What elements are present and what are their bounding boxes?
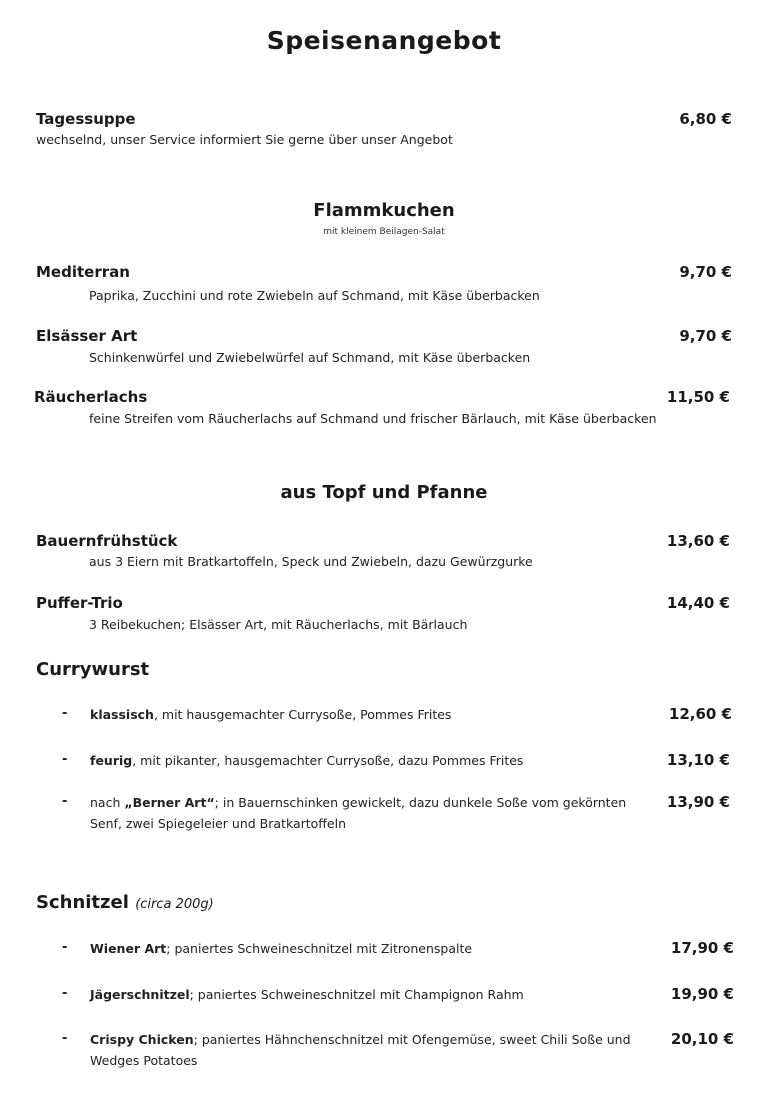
- item-desc-raeucherlachs: feine Streifen vom Räucherlachs auf Schmand und frischer Bärlauch, mit Käse überbacken: [89, 411, 657, 426]
- schnitzel-item-bold: Crispy Chicken: [90, 1032, 194, 1047]
- curry-item-bold: „Berner Art“: [124, 795, 215, 810]
- list-dash: -: [62, 752, 68, 767]
- item-name-bauernfruehstueck: Bauernfrühstück: [36, 532, 178, 550]
- item-desc-elsaesser: Schinkenwürfel und Zwiebelwürfel auf Schmand, mit Käse überbacken: [89, 350, 531, 365]
- list-dash: -: [62, 940, 68, 955]
- curry-item-bold: feurig: [90, 753, 133, 768]
- page-title: Speisenangebot: [266, 26, 502, 55]
- curry-item-rest: , mit hausgemachter Currysoße, Pommes Frites: [153, 707, 452, 722]
- schnitzel-item-jaeger: [90, 984, 650, 1005]
- section-subtitle-flammkuchen: mit kleinem Beilagen-Salat: [323, 227, 445, 237]
- curry-item-feurig: [90, 750, 650, 771]
- curry-item-pre: nach: [90, 795, 125, 810]
- curry-price-feurig: 13,10 €: [666, 751, 730, 769]
- section-title-flammkuchen: Flammkuchen: [313, 200, 455, 221]
- curry-price-klassisch: 12,60 €: [668, 705, 732, 723]
- curry-item-bold: klassisch: [90, 707, 154, 722]
- item-price-elsaesser: 9,70 €: [679, 327, 732, 345]
- item-desc-tagessuppe: wechselnd, unser Service informiert Sie gerne über unser Angebot: [36, 132, 453, 147]
- item-name-mediterran: Mediterran: [36, 263, 130, 281]
- schnitzel-price-jaeger: 19,90 €: [670, 985, 734, 1003]
- category-title-schnitzel: [36, 892, 214, 913]
- schnitzel-price-wiener: 17,90 €: [670, 939, 734, 957]
- section-title-topf: aus Topf und Pfanne: [280, 482, 488, 503]
- schnitzel-item-wiener: [90, 938, 650, 959]
- list-dash: -: [62, 986, 68, 1001]
- schnitzel-item-rest: ; paniertes Hähnchenschnitzel mit Ofengemüse, sweet Chili Soße und Wedges Potatoes: [90, 1032, 631, 1068]
- schnitzel-price-crispy: 20,10 €: [670, 1030, 734, 1048]
- item-desc-puffer-trio: 3 Reibekuchen; Elsässer Art, mit Räucherlachs, mit Bärlauch: [89, 617, 468, 632]
- item-desc-mediterran: Paprika, Zucchini und rote Zwiebeln auf Schmand, mit Käse überbacken: [89, 288, 540, 303]
- schnitzel-item-bold: Wiener Art: [90, 941, 167, 956]
- curry-item-klassisch: [90, 704, 650, 725]
- curry-item-rest: , mit pikanter, hausgemachter Currysoße, dazu Pommes Frites: [132, 753, 524, 768]
- schnitzel-item-bold: Jägerschnitzel: [90, 987, 190, 1002]
- list-dash: -: [62, 794, 68, 809]
- item-desc-bauernfruehstueck: aus 3 Eiern mit Bratkartoffeln, Speck und Zwiebeln, dazu Gewürzgurke: [89, 554, 533, 569]
- list-dash: -: [62, 706, 68, 721]
- schnitzel-note: (circa 200g): [135, 897, 214, 912]
- item-name-elsaesser: Elsässer Art: [36, 327, 138, 345]
- item-name-raeucherlachs: Räucherlachs: [34, 388, 148, 406]
- item-name-puffer-trio: Puffer-Trio: [36, 594, 123, 612]
- item-price-raeucherlachs: 11,50 €: [666, 388, 730, 406]
- curry-item-rest: ; in Bauernschinken gewickelt, dazu dunkele Soße vom gekörnten Senf, zwei Spiegeleier und Bratkartoffeln: [90, 795, 627, 831]
- schnitzel-item-rest: ; paniertes Schweineschnitzel mit Champignon Rahm: [189, 987, 524, 1002]
- item-price-bauernfruehstueck: 13,60 €: [666, 532, 730, 550]
- list-dash: -: [62, 1031, 68, 1046]
- item-name-tagessuppe: Tagessuppe: [36, 110, 136, 128]
- schnitzel-item-rest: ; paniertes Schweineschnitzel mit Zitronenspalte: [166, 941, 473, 956]
- curry-price-berner: 13,90 €: [666, 793, 730, 811]
- item-price-mediterran: 9,70 €: [679, 263, 732, 281]
- category-title-currywurst: Currywurst: [36, 659, 150, 680]
- curry-item-berner: [90, 792, 658, 834]
- schnitzel-title: Schnitzel: [36, 892, 129, 913]
- item-price-tagessuppe: 6,80 €: [679, 110, 732, 128]
- item-price-puffer-trio: 14,40 €: [666, 594, 730, 612]
- schnitzel-item-crispy: [90, 1029, 645, 1071]
